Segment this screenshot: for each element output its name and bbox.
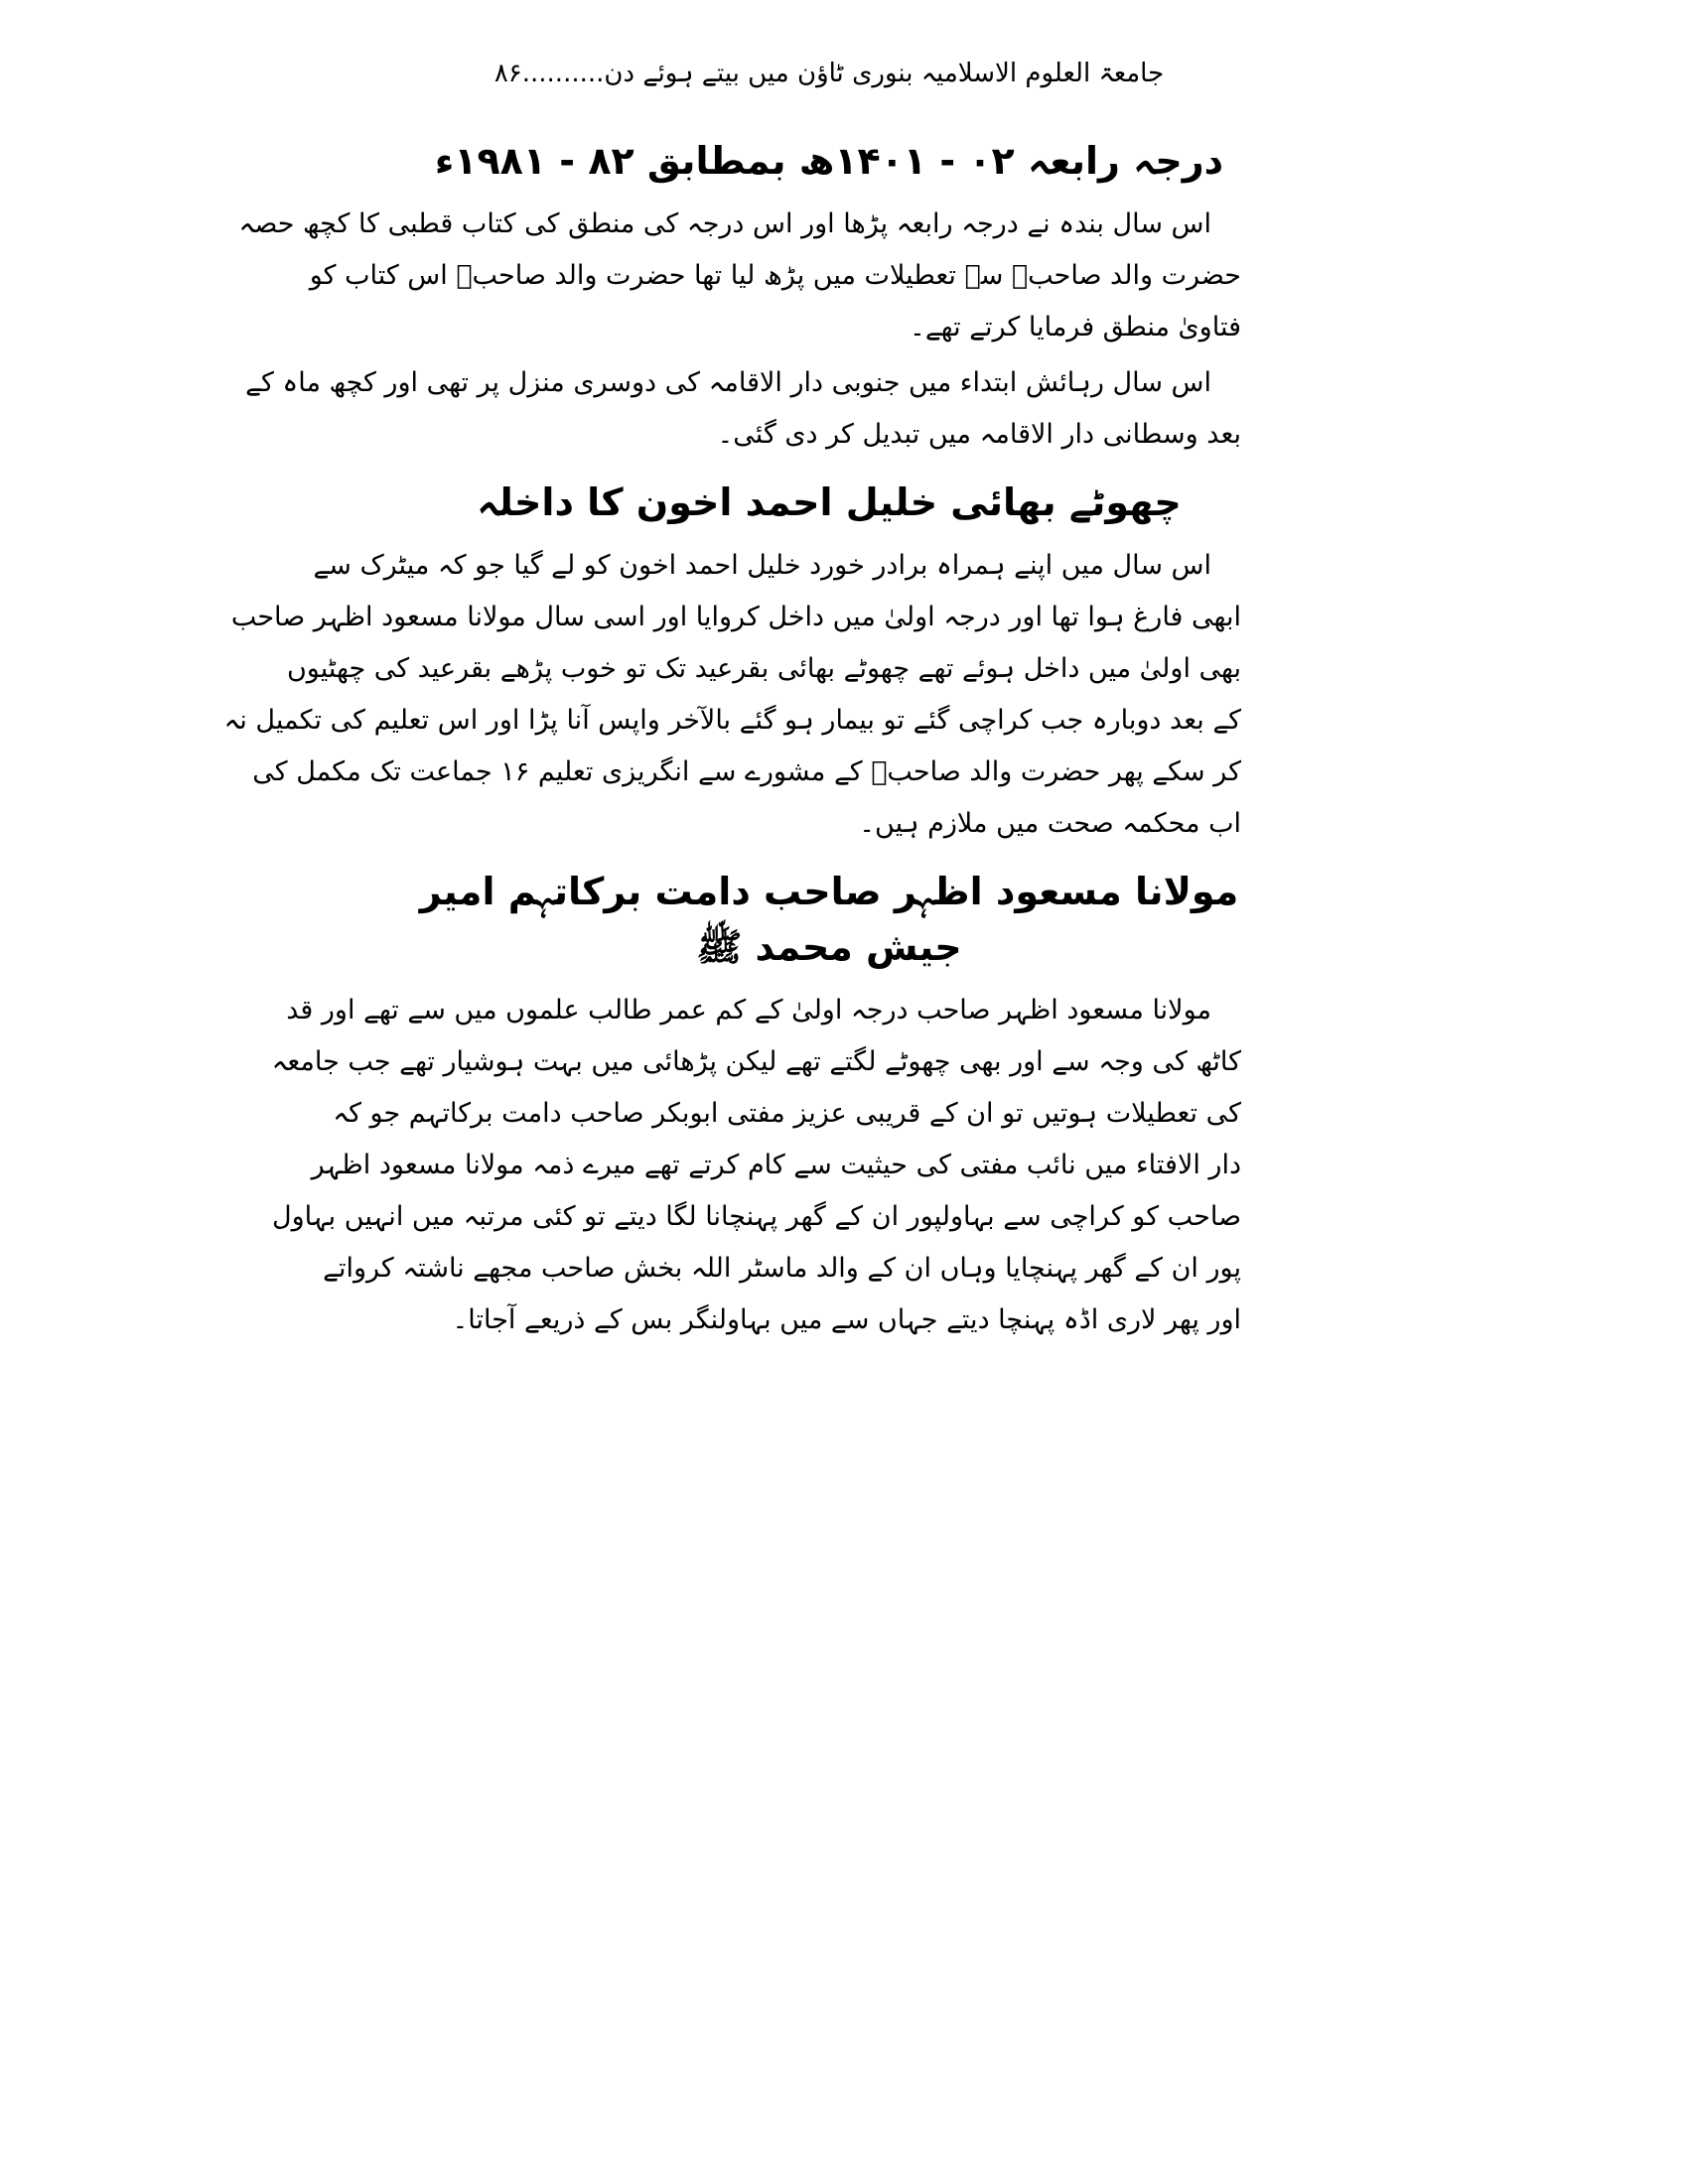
section-heading: درجہ رابعہ ۰۲ - ۱۴۰۱ھ بمطابق ۸۲ - ۱۹۸۱ء <box>434 139 1224 183</box>
text-line: ابھی فارغ ہوا تھا اور درجہ اولیٰ میں داخل کروایا اور اسی سال مولانا مسعود اظہر صاحب <box>230 602 1241 632</box>
text-line: صاحب کو کراچی سے بہاولپور ان کے گھر پہنچانا لگا دیتے تو کئی مرتبہ میں انہیں بہاول <box>271 1201 1241 1232</box>
running-header: جامعۃ العلوم الاسلامیہ بنوری ٹاؤن میں بیتے ہوئے دن..........۸۶ <box>493 59 1165 88</box>
paragraph <box>271 985 1241 1346</box>
text-line: کاٹھ کی وجہ سے اور بھی چھوٹے لگتے تھے لیکن پڑھائی میں بہت ہوشیار تھے جب جامعہ <box>271 1046 1241 1077</box>
text-line: اس سال رہائش ابتداء میں جنوبی دار الاقامہ کی دوسری منزل پر تھی اور کچھ ماہ کے <box>245 367 1211 398</box>
paragraph <box>223 540 1241 850</box>
text-line: مولانا مسعود اظہر صاحب درجہ اولیٰ کے کم عمر طالب علموں میں سے تھے اور قد <box>286 995 1211 1025</box>
text-line: کر سکے پھر حضرت والد صاحبؒ کے مشورے سے انگریزی تعلیم ۱۶ جماعت تک مکمل کی <box>252 756 1241 787</box>
text-line: کی تعطیلات ہوتیں تو ان کے قریبی عزیز مفتی ابوبکر صاحب دامت برکاتہم جو کہ <box>333 1098 1241 1129</box>
text-line: اب محکمہ صحت میں ملازم ہیں۔ <box>859 808 1241 839</box>
text-line: اور پھر لاری اڈہ پہنچا دیتے جہاں سے میں بہاولنگر بس کے ذریعے آجاتا۔ <box>452 1304 1241 1335</box>
text-line: پور ان کے گھر پہنچایا وہاں ان کے والد ماسٹر اللہ بخش صاحب مجھے ناشتہ کرواتے <box>323 1253 1241 1284</box>
paragraph <box>245 357 1241 461</box>
text-line: فتاویٰ منطق فرمایا کرتے تھے۔ <box>910 312 1241 342</box>
text-line: کے بعد دوبارہ جب کراچی گئے تو بیمار ہو گئے بالآخر واپس آنا پڑا اور اس تعلیم کی تکمیل نہ <box>223 705 1241 736</box>
text-line: حضرت والد صاحبؒ سے تعطیلات میں پڑھ لیا تھا حضرت والد صاحبؒ اس کتاب کو <box>309 260 1241 291</box>
section-heading: مولانا مسعود اظہر صاحب دامت برکاتہم امیر جیش محمد ﷺ <box>419 870 1239 969</box>
paragraph <box>238 199 1241 353</box>
text-line: اس سال میں اپنے ہمراہ برادر خورد خلیل احمد اخون کو لے گیا جو کہ میٹرک سے <box>313 550 1211 581</box>
text-line: دار الافتاء میں نائب مفتی کی حیثیت سے کام کرتے تھے میرے ذمہ مولانا مسعود اظہر <box>311 1150 1241 1180</box>
text-line: بعد وسطانی دار الاقامہ میں تبدیل کر دی گئی۔ <box>717 419 1241 450</box>
section-heading: چھوٹے بھائی خلیل احمد اخون کا داخلہ <box>477 480 1182 524</box>
text-column <box>223 52 1241 1346</box>
text-line: بھی اولیٰ میں داخل ہوئے تھے چھوٹے بھائی بقرعید تک تو خوب پڑھے بقرعید کی چھٹیوں <box>286 653 1241 684</box>
text-line: اس سال بندہ نے درجہ رابعہ پڑھا اور اس درجہ کی منطق کی کتاب قطبی کا کچھ حصہ <box>238 208 1211 239</box>
